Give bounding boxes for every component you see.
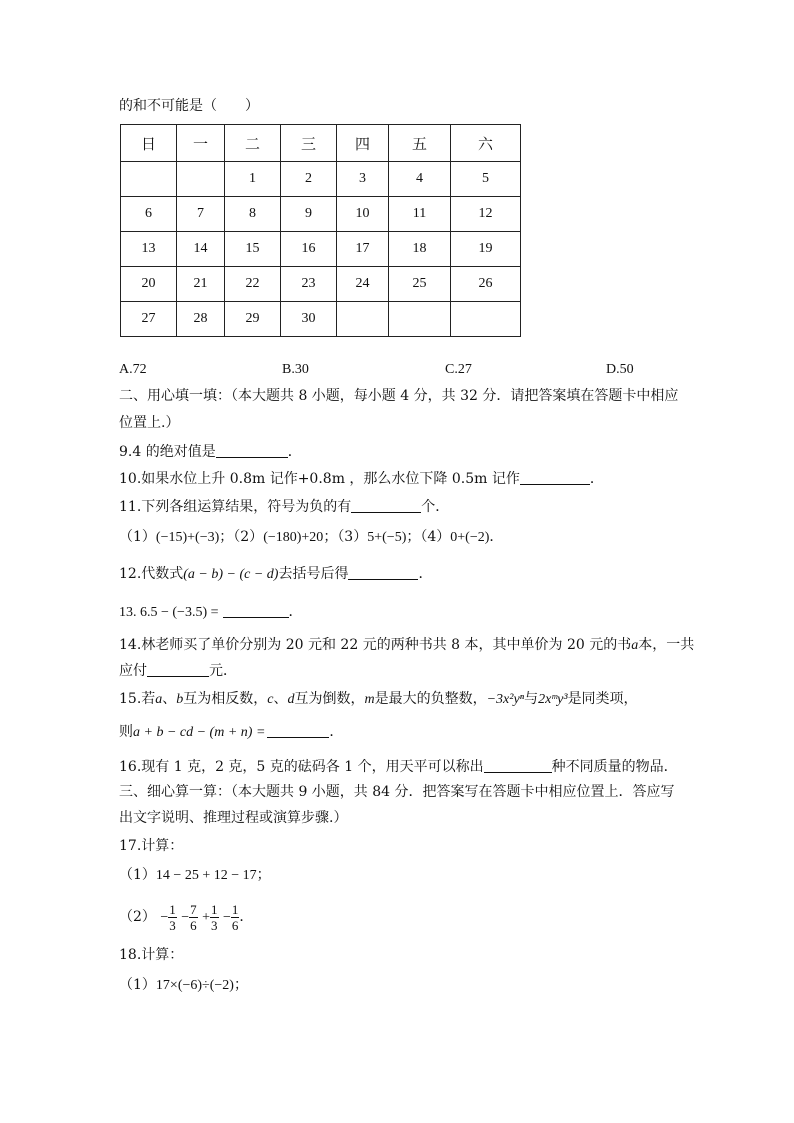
q16-end: 种不同质量的物品． xyxy=(551,759,678,775)
question-13 xyxy=(119,602,303,623)
q11-part1-expr: (−15)+(−3) xyxy=(155,530,220,545)
q17-part1-label: （1） xyxy=(119,867,156,883)
calendar-header-cell: 五 xyxy=(389,125,451,162)
q16-text: 16.现有 1 克，2 克，5 克的砝码各 1 个，用天平可以称出 xyxy=(119,759,484,775)
q15-text: 是最大的负整数， xyxy=(374,691,487,707)
calendar-cell: 13 xyxy=(121,232,177,267)
answer-blank[interactable] xyxy=(267,723,329,738)
calendar-header-cell: 六 xyxy=(451,125,521,162)
q11-text: 11.下列各组运算结果，符号为负的有 xyxy=(119,499,352,515)
option-c: C.27 xyxy=(445,362,472,377)
answer-blank[interactable] xyxy=(348,565,418,580)
q15-text: 则 xyxy=(119,724,133,740)
question-18-part1 xyxy=(119,975,248,996)
calendar-row xyxy=(121,302,521,337)
fraction-numerator: 1 xyxy=(169,901,176,917)
calendar-cell: 19 xyxy=(451,232,521,267)
calendar-cell: 29 xyxy=(225,302,281,337)
calendar-header-cell: 一 xyxy=(177,125,225,162)
answer-blank[interactable] xyxy=(484,758,552,773)
q11-part4-expr: 0+(−2) xyxy=(450,530,490,545)
calendar-cell: 16 xyxy=(281,232,337,267)
question-15-line2 xyxy=(119,722,343,743)
q15-text: 15.若 xyxy=(119,691,156,707)
question-14-line2 xyxy=(119,661,237,681)
fraction-denominator: 3 xyxy=(169,917,176,933)
q17-part2-label: （2） xyxy=(119,909,156,925)
question-11-parts xyxy=(119,527,503,548)
question-10 xyxy=(119,469,604,489)
question-11 xyxy=(119,497,449,517)
question-12 xyxy=(119,564,432,585)
q11-part1-label: （1） xyxy=(119,529,156,545)
calendar-cell: 25 xyxy=(389,267,451,302)
fraction-numerator: 7 xyxy=(190,901,197,917)
q10-text: 10.如果水位上升 0.8m 记作+0.8m ，那么水位下降 0.5m 记作 xyxy=(119,471,520,487)
q15-term2: 2xᵐy³ xyxy=(538,692,568,707)
q15-sep: 、 xyxy=(273,691,288,707)
q15-var-c: c xyxy=(267,692,274,707)
calendar-cell: 28 xyxy=(177,302,225,337)
calendar-cell: 18 xyxy=(389,232,451,267)
fraction-denominator: 3 xyxy=(211,917,218,933)
q14-text-c: 应付 xyxy=(119,663,147,679)
option-a: A.72 xyxy=(119,362,147,377)
q17-part1-expr: 14 − 25 + 12 − 17 xyxy=(155,868,257,883)
calendar-cell: 9 xyxy=(281,197,337,232)
calendar-cell: 24 xyxy=(337,267,389,302)
calendar-cell: 23 xyxy=(281,267,337,302)
fraction-numerator: 1 xyxy=(231,901,239,917)
q13-end: ． xyxy=(288,604,303,620)
answer-blank[interactable] xyxy=(520,470,590,485)
q18-part1-end: ； xyxy=(233,977,248,993)
calendar-cell: 21 xyxy=(177,267,225,302)
q12-end: ． xyxy=(418,566,433,582)
answer-blank[interactable] xyxy=(351,498,421,513)
calendar-cell: 17 xyxy=(337,232,389,267)
calendar-cell: 14 xyxy=(177,232,225,267)
fraction-numerator: 1 xyxy=(211,901,218,917)
q18-part1-label: （1） xyxy=(119,977,156,993)
calendar-cell: 6 xyxy=(121,197,177,232)
q14-text-a: 14.林老师买了单价分别为 20 元和 22 元的两种书共 8 本，其中单价为 20 元的书 xyxy=(119,637,632,653)
q15-var-b: b xyxy=(176,692,184,707)
q11-part3-label: （3） xyxy=(337,529,368,545)
calendar-cell: 4 xyxy=(389,162,451,197)
q15-text: 互为倒数， xyxy=(294,691,365,707)
q15-var-a: a xyxy=(155,692,163,707)
calendar-cell: 5 xyxy=(451,162,521,197)
q15-sep: 、 xyxy=(162,691,177,707)
q10-end: ． xyxy=(589,471,604,487)
calendar-cell xyxy=(389,302,451,337)
question-14-line1 xyxy=(119,635,694,656)
question-17-part2 xyxy=(119,900,253,935)
fraction-denominator: 6 xyxy=(190,917,197,933)
calendar-row xyxy=(121,197,521,232)
question-17-part1 xyxy=(119,865,271,886)
option-d: D.50 xyxy=(606,362,634,377)
fraction xyxy=(189,902,198,933)
calendar-header-row xyxy=(121,125,521,162)
calendar-header-cell: 日 xyxy=(121,125,177,162)
calendar-cell: 1 xyxy=(225,162,281,197)
question-17-title: 17.计算： xyxy=(119,838,184,854)
calendar-header-cell: 三 xyxy=(281,125,337,162)
section2-title-line2: 位置上.） xyxy=(119,415,180,431)
section3-title-line1: 三、细心算一算：（本大题共 9 小题，共 84 分．把答案写在答题卡中相应位置上．答应写 xyxy=(119,784,675,800)
q9-end: ． xyxy=(287,444,302,460)
calendar-cell: 8 xyxy=(225,197,281,232)
calendar-row xyxy=(121,267,521,302)
q9-text: 9.4 的绝对值是 xyxy=(119,444,216,460)
fraction xyxy=(210,902,219,933)
q11-part2-expr: (−180)+20 xyxy=(263,530,324,545)
calendar-table xyxy=(120,124,521,337)
calendar-cell xyxy=(121,162,177,197)
q17-sign: + xyxy=(202,910,210,925)
q11-part4-label: （4） xyxy=(420,529,451,545)
calendar-cell: 26 xyxy=(451,267,521,302)
calendar-cell: 15 xyxy=(225,232,281,267)
answer-blank[interactable] xyxy=(216,443,288,458)
q14-var: a xyxy=(631,638,639,653)
q17-part1-end: ； xyxy=(256,867,271,883)
q11-part3-expr: 5+(−5) xyxy=(367,530,407,545)
q15-text: 是同类项， xyxy=(567,691,638,707)
answer-blank[interactable] xyxy=(147,662,209,677)
fraction-denominator: 6 xyxy=(231,917,239,933)
question-9 xyxy=(119,442,302,462)
q11-sep: ； xyxy=(323,529,338,545)
section2-title-line1: 二、用心填一填：（本大题共 8 小题，每小题 4 分，共 32 分．请把答案填在答题卡中相应 xyxy=(119,388,679,404)
section3-title-line2: 出文字说明、推理过程或演算步骤.） xyxy=(119,810,348,826)
calendar-cell: 7 xyxy=(177,197,225,232)
q15-end: ． xyxy=(329,724,344,740)
q11-sep: ； xyxy=(406,529,421,545)
question-intro-line: 的和不可能是（ ） xyxy=(119,98,259,114)
q18-part1-expr: 17×(−6)÷(−2) xyxy=(155,978,234,993)
q17-sign: − xyxy=(160,910,169,925)
q17-sign: − xyxy=(181,910,190,925)
calendar-cell xyxy=(451,302,521,337)
calendar-header-cell: 四 xyxy=(337,125,389,162)
calendar-cell: 2 xyxy=(281,162,337,197)
q12-expr: (a − b) − (c − d) xyxy=(183,567,279,582)
calendar-cell: 20 xyxy=(121,267,177,302)
calendar-cell: 30 xyxy=(281,302,337,337)
q15-var-d: d xyxy=(287,692,295,707)
option-b: B.30 xyxy=(282,362,309,377)
q14-text-d: 元． xyxy=(209,663,237,679)
q15-expr: a + b − cd − (m + n) = xyxy=(133,725,266,740)
q17-sign: − xyxy=(222,910,231,925)
q14-text-b: 本，一共 xyxy=(638,637,695,653)
calendar-header-cell: 二 xyxy=(225,125,281,162)
calendar-cell xyxy=(337,302,389,337)
q11-sep: ． xyxy=(489,529,504,545)
calendar-cell: 12 xyxy=(451,197,521,232)
fraction xyxy=(168,902,177,933)
q15-term1: −3x²yⁿ xyxy=(486,692,525,707)
calendar-cell: 27 xyxy=(121,302,177,337)
answer-blank[interactable] xyxy=(223,603,289,618)
q17-part2-end: ． xyxy=(239,909,254,925)
q11-end: 个． xyxy=(421,499,450,515)
calendar-cell: 22 xyxy=(225,267,281,302)
q13-expr: 13. 6.5 − (−3.5) = xyxy=(119,605,219,620)
q11-part2-label: （2） xyxy=(233,529,264,545)
q15-var-m: m xyxy=(364,692,375,707)
q15-text: 互为相反数， xyxy=(183,691,268,707)
q12-prefix: 12.代数式 xyxy=(119,566,184,582)
q12-suffix: 去括号后得 xyxy=(278,566,349,582)
q11-sep: ； xyxy=(219,529,234,545)
question-16 xyxy=(119,757,678,777)
calendar-row xyxy=(121,232,521,267)
question-15-line1 xyxy=(119,689,638,710)
calendar-cell xyxy=(177,162,225,197)
calendar-cell: 3 xyxy=(337,162,389,197)
calendar-row xyxy=(121,162,521,197)
calendar-cell: 11 xyxy=(389,197,451,232)
question-18-title: 18.计算： xyxy=(119,947,184,963)
calendar-cell: 10 xyxy=(337,197,389,232)
q15-text: 与 xyxy=(524,691,539,707)
